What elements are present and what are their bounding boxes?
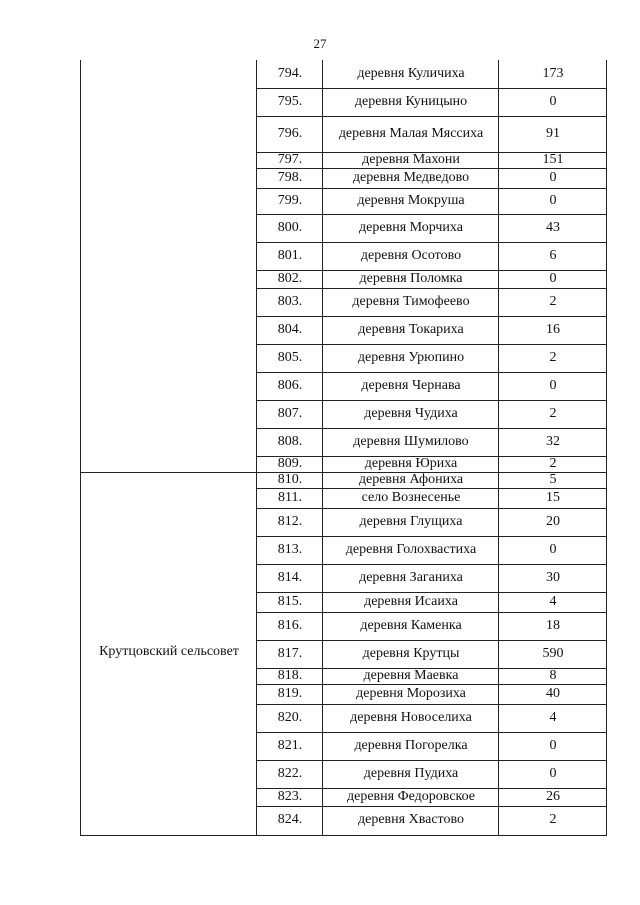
settlement-name: деревня Осотово (360, 248, 462, 264)
population-value: 2 (549, 294, 557, 310)
population-value: 2 (549, 406, 557, 422)
settlement-name: деревня Морозиха (356, 686, 466, 702)
population-value: 26 (546, 789, 560, 805)
column-divider (256, 60, 257, 835)
population-value: 30 (546, 570, 560, 586)
settlement-name: село Вознесенье (361, 490, 461, 506)
population-value: 0 (549, 738, 557, 754)
row-number: 795. (277, 94, 303, 110)
row-number: 812. (277, 514, 303, 530)
population-value: 2 (549, 456, 557, 472)
population-value: 40 (546, 686, 560, 702)
population-value: 4 (549, 710, 557, 726)
settlement-name: деревня Поломка (359, 271, 463, 287)
population-value: 43 (546, 220, 560, 236)
settlement-name: деревня Токариха (358, 322, 464, 338)
row-number: 803. (277, 294, 303, 310)
row-number: 797. (277, 152, 303, 168)
settlement-name: деревня Новоселиха (350, 710, 472, 726)
row-number: 809. (277, 456, 303, 472)
row-number: 808. (277, 434, 303, 450)
page-number: 27 (313, 36, 327, 51)
population-value: 15 (546, 490, 560, 506)
population-value: 0 (549, 193, 557, 209)
row-number: 821. (277, 738, 303, 754)
population-value: 91 (546, 126, 560, 142)
settlement-name: деревня Хвастово (357, 812, 464, 828)
settlement-name: деревня Крутцы (362, 646, 460, 662)
settlement-name: деревня Федоровское (346, 789, 476, 805)
settlement-name: деревня Погорелка (354, 738, 468, 754)
settlement-name: деревня Заганиха (359, 570, 463, 586)
row-number: 804. (277, 322, 303, 338)
row-number: 815. (277, 594, 303, 610)
population-value: 0 (549, 271, 557, 287)
row-number: 810. (277, 472, 303, 488)
settlement-name: деревня Тимофеево (352, 294, 470, 310)
table-border-right (606, 60, 607, 835)
population-value: 5 (549, 472, 557, 488)
settlement-name: деревня Каменка (360, 618, 462, 634)
population-value: 151 (542, 152, 564, 168)
settlement-name: деревня Куницыно (354, 94, 468, 110)
row-number: 818. (277, 668, 303, 684)
row-number: 802. (277, 271, 303, 287)
settlement-name: деревня Мокруша (357, 193, 465, 209)
population-value: 0 (549, 766, 557, 782)
population-value: 16 (546, 322, 560, 338)
population-value: 0 (549, 542, 557, 558)
population-value: 6 (549, 248, 557, 264)
row-number: 805. (277, 350, 303, 366)
district-name: Крутцовский сельсовет (99, 644, 239, 659)
settlement-name: деревня Голохвастиха (345, 542, 477, 558)
population-value: 4 (549, 594, 557, 610)
settlement-name: деревня Афониха (358, 472, 464, 488)
settlement-name: деревня Юриха (364, 456, 458, 472)
row-number: 819. (277, 686, 303, 702)
settlement-name: деревня Малая Мяссиха (338, 126, 484, 142)
population-value: 20 (546, 514, 560, 530)
population-value: 8 (549, 668, 557, 684)
settlement-name: деревня Пудиха (363, 766, 459, 782)
row-number: 796. (277, 126, 303, 142)
settlement-name: деревня Урюпино (357, 350, 465, 366)
settlement-name: деревня Маевка (363, 668, 459, 684)
row-number: 801. (277, 248, 303, 264)
table-border-left (80, 60, 81, 835)
row-number: 824. (277, 812, 303, 828)
group-divider (80, 472, 256, 473)
settlement-name: деревня Куличиха (357, 66, 465, 82)
settlement-name: деревня Чернава (361, 378, 461, 394)
settlement-name: деревня Махони (362, 152, 460, 168)
settlement-name: деревня Исаиха (364, 594, 458, 610)
population-value: 0 (549, 170, 557, 186)
population-value: 32 (546, 434, 560, 450)
row-number: 811. (278, 490, 302, 506)
row-number: 806. (277, 378, 303, 394)
row-number: 807. (277, 406, 303, 422)
population-value: 590 (542, 646, 564, 662)
population-value: 2 (549, 350, 557, 366)
settlement-name: деревня Медведово (352, 170, 470, 186)
settlement-name: деревня Чудиха (364, 406, 458, 422)
row-number: 799. (277, 193, 303, 209)
row-number: 814. (277, 570, 303, 586)
population-value: 18 (546, 618, 560, 634)
table-border-bottom (80, 835, 607, 836)
row-number: 800. (277, 220, 303, 236)
row-number: 794. (277, 66, 303, 82)
row-number: 798. (277, 170, 303, 186)
row-number: 822. (277, 766, 303, 782)
population-value: 173 (542, 66, 564, 82)
settlement-name: деревня Шумилово (353, 434, 469, 450)
column-divider (498, 60, 499, 835)
settlement-name: деревня Морчиха (359, 220, 463, 236)
row-number: 820. (277, 710, 303, 726)
population-value: 0 (549, 378, 557, 394)
population-value: 2 (549, 812, 557, 828)
population-value: 0 (549, 94, 557, 110)
column-divider (322, 60, 323, 835)
row-number: 813. (277, 542, 303, 558)
settlement-name: деревня Глущиха (359, 514, 463, 530)
row-number: 817. (277, 646, 303, 662)
row-number: 816. (277, 618, 303, 634)
row-number: 823. (277, 789, 303, 805)
